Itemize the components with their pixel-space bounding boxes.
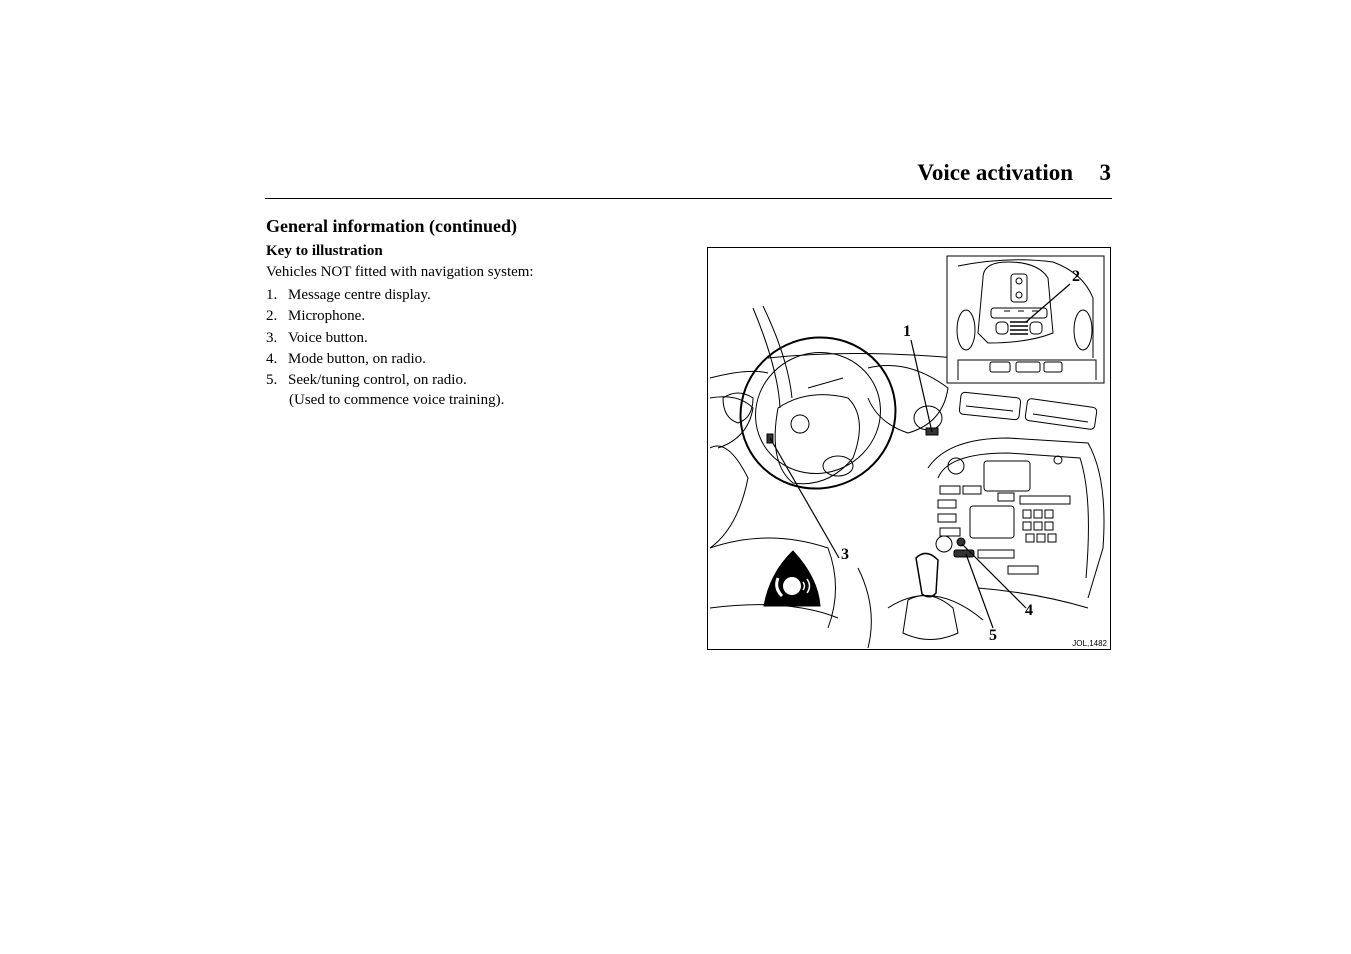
key-title: Key to illustration	[266, 243, 383, 259]
list-number: 3.	[266, 329, 278, 346]
intro-text: Vehicles NOT fitted with navigation system:	[266, 264, 534, 280]
list-text: Voice button.	[288, 329, 368, 346]
list-number: 1.	[266, 287, 278, 303]
chapter-number: 3	[1099, 160, 1111, 185]
list-item	[266, 328, 467, 349]
list-item	[266, 349, 467, 370]
list-number: 4.	[266, 350, 278, 367]
note-text: (Used to commence voice training).	[289, 392, 505, 408]
callout-3: 3	[841, 546, 849, 563]
list-number: 2.	[266, 308, 278, 325]
callout-5: 5	[989, 627, 997, 644]
chapter-title: Voice activation	[917, 160, 1073, 185]
callout-1: 1	[903, 323, 911, 340]
key-list	[266, 285, 467, 391]
list-item	[266, 285, 467, 306]
figure-reference: JOL,1482	[1072, 639, 1107, 648]
list-number: 5.	[266, 372, 278, 389]
callout-2: 2	[1072, 268, 1080, 285]
section-title: General information (continued)	[266, 216, 517, 236]
list-item	[266, 306, 467, 327]
list-text: Microphone.	[288, 308, 366, 325]
dashboard-illustration	[707, 247, 1111, 650]
list-text: Seek/tuning control, on radio.	[288, 372, 467, 389]
list-item	[266, 370, 467, 391]
list-text: Mode button, on radio.	[288, 350, 426, 367]
dashboard-line-drawing	[708, 248, 1111, 650]
list-text: Message centre display.	[288, 287, 431, 303]
callout-4: 4	[1025, 602, 1033, 619]
page-header	[265, 158, 1112, 199]
